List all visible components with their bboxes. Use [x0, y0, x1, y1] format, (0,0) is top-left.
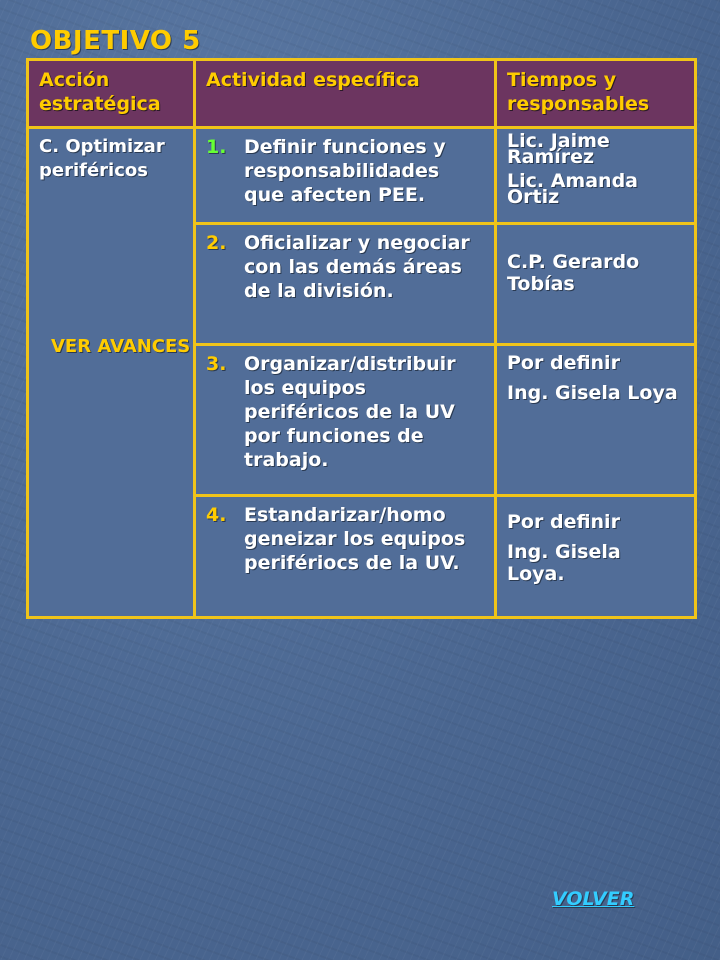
header-actividad: Actividad específica	[195, 60, 496, 128]
responsables-cell	[496, 224, 696, 345]
actividad-text: Oficializar y negociar con las demás áreas de la división.	[244, 232, 470, 302]
actividad-text: Estandarizar/homo geneizar los equipos perifériocs de la UV.	[244, 504, 466, 574]
item-number: 3.	[206, 353, 227, 375]
responsable: C.P. Gerardo Tobías	[507, 251, 640, 295]
header-tiempos: Tiempos y responsables	[496, 60, 696, 128]
actividad-text: Definir funciones y responsabilidades que afecten PEE.	[244, 136, 446, 206]
accion-text: C. Optimizar periféricos	[39, 136, 165, 181]
table-row	[28, 128, 696, 224]
responsables-cell	[496, 496, 696, 618]
page-title: OBJETIVO 5	[30, 26, 201, 56]
responsable: Lic. Amanda Ortiz	[507, 170, 638, 208]
responsable: Ing. Gisela Loya.	[507, 541, 621, 585]
actividad-cell	[195, 496, 496, 618]
item-number: 2.	[206, 232, 227, 254]
responsable: Por definir	[507, 511, 620, 533]
responsable: Ing. Gisela Loya	[507, 382, 678, 404]
actividad-cell	[195, 224, 496, 345]
volver-link[interactable]: VOLVER	[552, 888, 635, 910]
objective-table	[26, 58, 697, 619]
actividad-text: Organizar/distribuir los equipos periféricos de la UV por funciones de trabajo.	[244, 353, 456, 471]
actividad-cell	[195, 345, 496, 496]
ver-avances-link[interactable]: VER AVANCES	[51, 336, 191, 357]
responsable: Por definir	[507, 352, 620, 374]
responsables-cell	[496, 128, 696, 224]
item-number: 1.	[206, 136, 227, 158]
item-number: 4.	[206, 504, 227, 526]
header-accion: Acción estratégica	[28, 60, 195, 128]
table-header-row	[28, 60, 696, 128]
accion-cell	[28, 128, 195, 618]
responsable: Lic. Jaime Ramírez	[507, 130, 610, 168]
responsables-cell	[496, 345, 696, 496]
actividad-cell	[195, 128, 496, 224]
